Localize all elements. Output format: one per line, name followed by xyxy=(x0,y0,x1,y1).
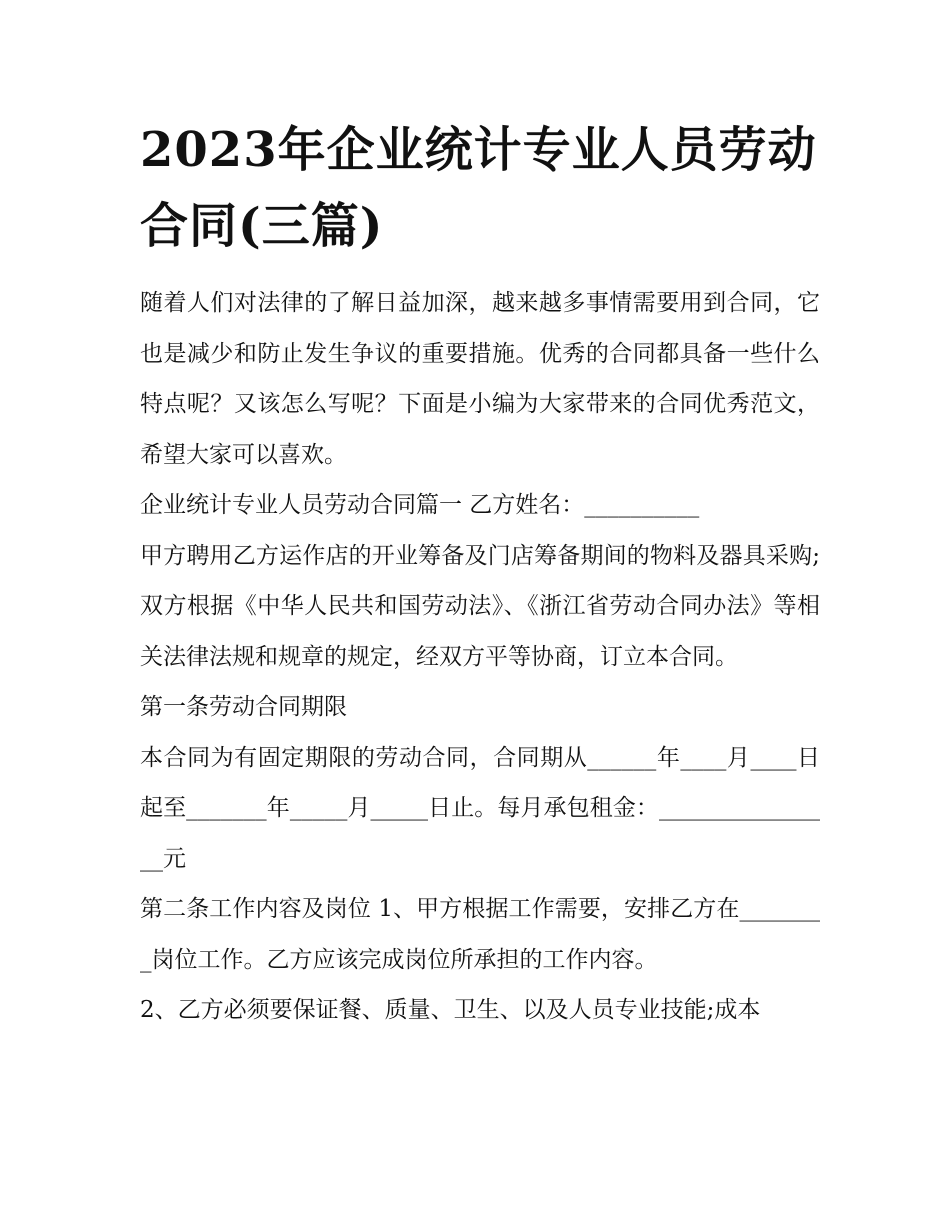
document-page xyxy=(140,112,820,1036)
employment-paragraph: 甲方聘用乙方运作店的开业筹备及门店筹备期间的物料及器具采购;双方根据《中华人民共和国劳动法》、《浙江省劳动合同办法》等相关法律法规和规章的规定，经双方平等协商，订立本合同。 xyxy=(140,542,820,670)
contract-term-paragraph: 本合同为有固定期限的劳动合同，合同期从______年____月____日起至_______年_____月_____日止。每月承包租金：________________元 xyxy=(140,744,820,872)
article-two-paragraph: 第二条工作内容及岗位 1、甲方根据工作需要，安排乙方在________岗位工作。乙方应该完成岗位所承担的工作内容。 xyxy=(140,896,820,973)
article-one-heading: 第一条劳动合同期限 xyxy=(140,694,347,720)
document-title: 2023年企业统计专业人员劳动合同(三篇) xyxy=(140,122,817,254)
intro-paragraph: 随着人们对法律的了解日益加深，越来越多事情需要用到合同，它也是减少和防止发生争议的重要措施。优秀的合同都具备一些什么特点呢？又该怎么写呢？下面是小编为大家带来的合同优秀范文，希望大家可以喜欢。 xyxy=(140,290,820,468)
clause-two-paragraph: 2、乙方必须要保证餐、质量、卫生、以及人员专业技能;成本 xyxy=(140,997,761,1023)
contract-heading-line: 企业统计专业人员劳动合同篇一 乙方姓名：__________ xyxy=(140,492,700,518)
